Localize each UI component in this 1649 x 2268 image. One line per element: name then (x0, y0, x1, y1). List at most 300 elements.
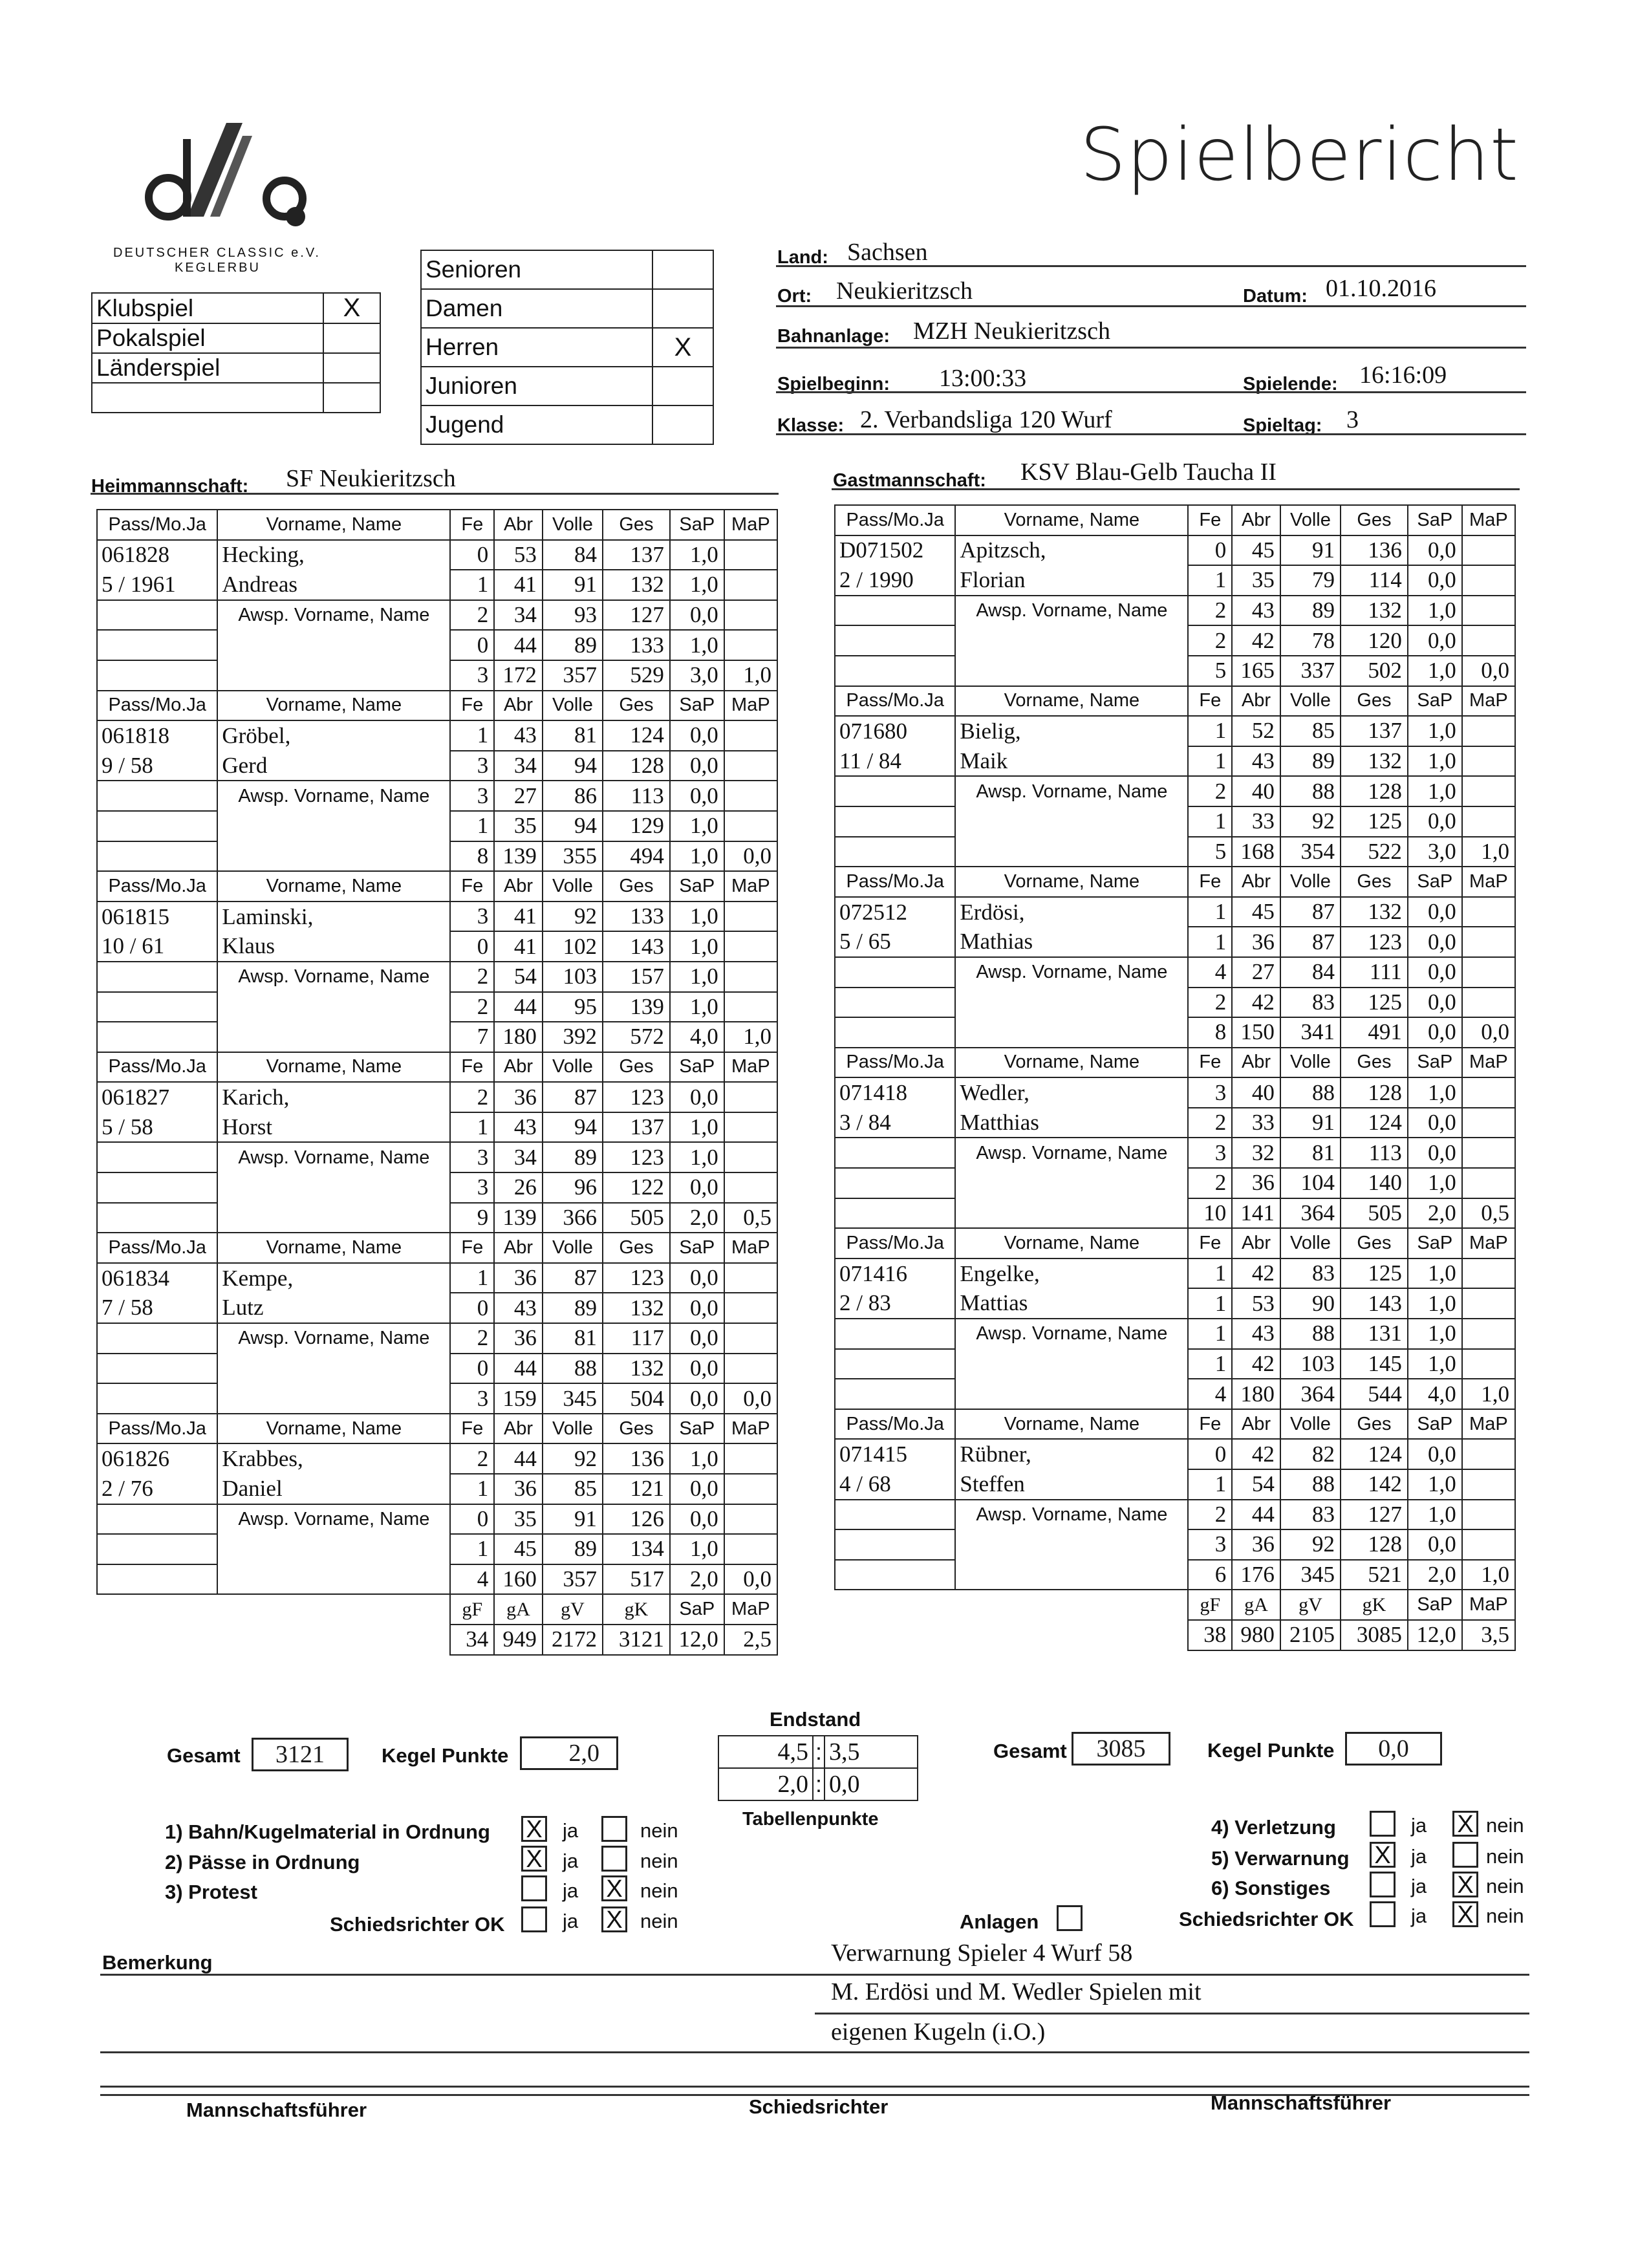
lane-fe-cell[interactable]: 0 (450, 630, 494, 660)
lane-volle-cell[interactable]: 102 (543, 931, 603, 962)
total-map-cell[interactable]: 1,0 (724, 1022, 777, 1052)
lane-sap-cell[interactable]: 1,0 (1408, 776, 1462, 806)
lane-sap-cell[interactable]: 0,0 (670, 1354, 724, 1384)
lane-ges-cell[interactable]: 127 (603, 600, 670, 631)
lane-map-cell[interactable] (1462, 625, 1515, 656)
substitute-name-cell[interactable] (217, 1172, 450, 1203)
lane-ges-cell[interactable]: 129 (603, 811, 670, 841)
lane-volle-cell[interactable]: 83 (1280, 1258, 1341, 1289)
pass-empty-cell[interactable] (97, 781, 217, 811)
total-abr-cell[interactable]: 139 (494, 841, 543, 872)
pass-empty-cell[interactable] (835, 1138, 955, 1168)
lane-fe-cell[interactable]: 2 (450, 1443, 494, 1474)
lane-volle-cell[interactable]: 84 (1280, 957, 1341, 988)
total-map-cell[interactable]: 0,0 (1462, 656, 1515, 686)
guest-kegel-value[interactable]: 0,0 (1345, 1732, 1442, 1766)
lane-abr-cell[interactable]: 41 (494, 931, 543, 962)
total-fe-cell[interactable]: 6 (1188, 1560, 1232, 1590)
player-first-name[interactable]: Lutz (217, 1293, 450, 1323)
tabellen-guest[interactable]: 0,0 (824, 1768, 918, 1800)
lane-abr-cell[interactable]: 41 (494, 902, 543, 932)
lane-abr-cell[interactable]: 54 (494, 962, 543, 992)
guest-team-name[interactable]: KSV Blau-Gelb Taucha II (1020, 459, 1277, 486)
land-value[interactable]: Sachsen (847, 239, 928, 266)
total-map-cell[interactable]: 1,0 (1462, 1560, 1515, 1590)
total-abr-cell[interactable]: 176 (1232, 1560, 1280, 1590)
lane-map-cell[interactable] (724, 1474, 777, 1504)
lane-volle-cell[interactable]: 78 (1280, 625, 1341, 656)
lane-volle-cell[interactable]: 88 (1280, 1077, 1341, 1108)
total-volle-cell[interactable]: 354 (1280, 837, 1341, 867)
check-protest-nein-box[interactable]: X (601, 1875, 627, 1901)
substitute-name-cell[interactable] (217, 630, 450, 660)
lane-abr-cell[interactable]: 34 (494, 1142, 543, 1172)
lane-abr-cell[interactable]: 36 (494, 1323, 543, 1354)
lane-sap-cell[interactable]: 0,0 (1408, 957, 1462, 988)
game-type-mark[interactable] (323, 383, 380, 413)
player-pass-number[interactable]: 061815 (97, 902, 217, 932)
pass-empty-cell[interactable] (835, 1017, 955, 1048)
total-fe-cell[interactable]: 5 (1188, 656, 1232, 686)
pass-empty-cell[interactable] (835, 1560, 955, 1590)
pass-empty-cell[interactable] (97, 841, 217, 872)
lane-fe-cell[interactable]: 3 (1188, 1077, 1232, 1108)
substitute-name-cell[interactable] (217, 1383, 450, 1414)
player-pass-number[interactable]: 061827 (97, 1082, 217, 1112)
pass-empty-cell[interactable] (97, 630, 217, 660)
player-birth-date[interactable]: 4 / 68 (835, 1469, 955, 1500)
lane-abr-cell[interactable]: 33 (1232, 806, 1280, 837)
lane-abr-cell[interactable]: 53 (1232, 1288, 1280, 1319)
lane-fe-cell[interactable]: 1 (1188, 565, 1232, 596)
total-sap-cell[interactable]: 0,0 (670, 1383, 724, 1414)
lane-fe-cell[interactable]: 3 (450, 781, 494, 811)
lane-abr-cell[interactable]: 27 (1232, 957, 1280, 988)
pass-empty-cell[interactable] (835, 1379, 955, 1409)
lane-map-cell[interactable] (1462, 746, 1515, 777)
lane-fe-cell[interactable]: 1 (450, 1112, 494, 1143)
lane-volle-cell[interactable]: 94 (543, 751, 603, 781)
lane-volle-cell[interactable]: 90 (1280, 1288, 1341, 1319)
lane-fe-cell[interactable]: 2 (1188, 776, 1232, 806)
lane-map-cell[interactable] (724, 811, 777, 841)
total-volle-cell[interactable]: 337 (1280, 656, 1341, 686)
player-birth-date[interactable]: 10 / 61 (97, 931, 217, 962)
lane-map-cell[interactable] (1462, 1349, 1515, 1379)
lane-abr-cell[interactable]: 45 (1232, 897, 1280, 927)
total-sap-cell[interactable]: 1,0 (670, 841, 724, 872)
player-pass-number[interactable]: 071418 (835, 1077, 955, 1108)
lane-ges-cell[interactable]: 111 (1341, 957, 1408, 988)
player-first-name[interactable]: Klaus (217, 931, 450, 962)
lane-ges-cell[interactable]: 157 (603, 962, 670, 992)
player-last-name[interactable]: Apitzsch, (955, 535, 1188, 566)
substitute-name-cell[interactable] (955, 1198, 1188, 1229)
lane-sap-cell[interactable]: 1,0 (670, 540, 724, 570)
lane-volle-cell[interactable]: 92 (543, 1443, 603, 1474)
substitute-name-cell[interactable] (955, 1017, 1188, 1048)
total-map-cell[interactable]: 0,0 (724, 841, 777, 872)
lane-volle-cell[interactable]: 81 (543, 1323, 603, 1354)
substitute-name-cell[interactable] (217, 660, 450, 691)
lane-ges-cell[interactable]: 124 (1341, 1439, 1408, 1469)
substitute-name-cell[interactable] (955, 625, 1188, 656)
player-first-name[interactable]: Matthias (955, 1108, 1188, 1138)
lane-volle-cell[interactable]: 89 (1280, 746, 1341, 777)
lane-fe-cell[interactable]: 1 (1188, 927, 1232, 957)
lane-map-cell[interactable] (724, 992, 777, 1022)
lane-sap-cell[interactable]: 0,0 (1408, 988, 1462, 1018)
game-type-mark[interactable] (323, 353, 380, 383)
lane-fe-cell[interactable]: 1 (450, 1263, 494, 1293)
spielbeginn-value[interactable]: 13:00:33 (939, 365, 1027, 392)
total-abr-cell[interactable]: 172 (494, 660, 543, 691)
lane-sap-cell[interactable]: 0,0 (1408, 625, 1462, 656)
total-volle-cell[interactable]: 357 (543, 660, 603, 691)
lane-abr-cell[interactable]: 44 (494, 630, 543, 660)
lane-fe-cell[interactable]: 0 (1188, 535, 1232, 566)
tabellen-home[interactable]: 2,0 (718, 1768, 813, 1800)
lane-fe-cell[interactable]: 1 (1188, 1258, 1232, 1289)
lane-map-cell[interactable] (724, 540, 777, 570)
lane-volle-cell[interactable]: 82 (1280, 1439, 1341, 1469)
summary-value[interactable]: 34 (450, 1625, 494, 1655)
lane-ges-cell[interactable]: 131 (1341, 1319, 1408, 1349)
lane-map-cell[interactable] (724, 931, 777, 962)
total-sap-cell[interactable]: 0,0 (1408, 1017, 1462, 1048)
lane-volle-cell[interactable]: 88 (1280, 1319, 1341, 1349)
total-ges-cell[interactable]: 572 (603, 1022, 670, 1052)
lane-map-cell[interactable] (724, 1534, 777, 1564)
total-abr-cell[interactable]: 139 (494, 1203, 543, 1233)
lane-map-cell[interactable] (724, 630, 777, 660)
lane-ges-cell[interactable]: 132 (1341, 596, 1408, 626)
summary-value[interactable]: 38 (1188, 1620, 1232, 1650)
total-abr-cell[interactable]: 150 (1232, 1017, 1280, 1048)
lane-volle-cell[interactable]: 92 (543, 902, 603, 932)
player-last-name[interactable]: Engelke, (955, 1258, 1188, 1289)
player-last-name[interactable]: Erdösi, (955, 897, 1188, 927)
lane-fe-cell[interactable]: 3 (450, 1172, 494, 1203)
lane-map-cell[interactable] (724, 781, 777, 811)
lane-abr-cell[interactable]: 45 (494, 1534, 543, 1564)
lane-ges-cell[interactable]: 132 (603, 570, 670, 600)
lane-abr-cell[interactable]: 54 (1232, 1469, 1280, 1500)
substitute-name-cell[interactable] (955, 1349, 1188, 1379)
spielende-value[interactable]: 16:16:09 (1359, 362, 1447, 389)
lane-ges-cell[interactable]: 132 (1341, 746, 1408, 777)
summary-value[interactable]: 12,0 (670, 1625, 724, 1655)
lane-ges-cell[interactable]: 142 (1341, 1469, 1408, 1500)
lane-volle-cell[interactable]: 85 (1280, 716, 1341, 746)
lane-fe-cell[interactable]: 0 (450, 1293, 494, 1323)
lane-fe-cell[interactable]: 2 (450, 600, 494, 631)
lane-map-cell[interactable] (1462, 1258, 1515, 1289)
lane-map-cell[interactable] (1462, 927, 1515, 957)
substitute-name-cell[interactable] (217, 1022, 450, 1052)
player-birth-date[interactable]: 5 / 1961 (97, 570, 217, 600)
check-paesse-ja-box[interactable]: X (521, 1846, 547, 1872)
total-ges-cell[interactable]: 521 (1341, 1560, 1408, 1590)
lane-sap-cell[interactable]: 1,0 (670, 1443, 724, 1474)
lane-ges-cell[interactable]: 124 (1341, 1108, 1408, 1138)
lane-volle-cell[interactable]: 89 (543, 1293, 603, 1323)
total-ges-cell[interactable]: 491 (1341, 1017, 1408, 1048)
lane-fe-cell[interactable]: 2 (1188, 1500, 1232, 1530)
lane-sap-cell[interactable]: 0,0 (1408, 1529, 1462, 1560)
lane-map-cell[interactable] (724, 1443, 777, 1474)
total-ges-cell[interactable]: 522 (1341, 837, 1408, 867)
lane-sap-cell[interactable]: 1,0 (1408, 1469, 1462, 1500)
player-birth-date[interactable]: 5 / 58 (97, 1112, 217, 1143)
lane-ges-cell[interactable]: 123 (603, 1082, 670, 1112)
total-fe-cell[interactable]: 8 (1188, 1017, 1232, 1048)
lane-sap-cell[interactable]: 1,0 (1408, 746, 1462, 777)
total-ges-cell[interactable]: 544 (1341, 1379, 1408, 1409)
total-map-cell[interactable]: 0,0 (1462, 1017, 1515, 1048)
lane-fe-cell[interactable]: 0 (450, 1354, 494, 1384)
substitute-name-cell[interactable] (217, 992, 450, 1022)
ort-value[interactable]: Neukieritzsch (836, 277, 973, 305)
lane-abr-cell[interactable]: 44 (494, 1443, 543, 1474)
lane-sap-cell[interactable]: 1,0 (670, 931, 724, 962)
lane-volle-cell[interactable]: 89 (543, 630, 603, 660)
lane-fe-cell[interactable]: 2 (1188, 625, 1232, 656)
player-first-name[interactable]: Andreas (217, 570, 450, 600)
pass-empty-cell[interactable] (97, 1383, 217, 1414)
lane-abr-cell[interactable]: 43 (494, 720, 543, 751)
player-birth-date[interactable]: 3 / 84 (835, 1108, 955, 1138)
lane-sap-cell[interactable]: 1,0 (1408, 1349, 1462, 1379)
lane-fe-cell[interactable]: 1 (1188, 716, 1232, 746)
player-pass-number[interactable]: 071416 (835, 1258, 955, 1289)
lane-abr-cell[interactable]: 35 (494, 1504, 543, 1535)
player-first-name[interactable]: Mattias (955, 1288, 1188, 1319)
pass-empty-cell[interactable] (835, 1319, 955, 1349)
lane-fe-cell[interactable]: 1 (1188, 1288, 1232, 1319)
category-mark[interactable] (652, 289, 713, 328)
lane-ges-cell[interactable]: 113 (1341, 1138, 1408, 1168)
schiri-left-ja-box[interactable] (521, 1906, 547, 1932)
lane-map-cell[interactable] (1462, 1439, 1515, 1469)
lane-sap-cell[interactable]: 1,0 (1408, 596, 1462, 626)
lane-abr-cell[interactable]: 36 (1232, 927, 1280, 957)
bahnanlage-value[interactable]: MZH Neukieritzsch (913, 318, 1110, 345)
lane-ges-cell[interactable]: 123 (1341, 927, 1408, 957)
lane-volle-cell[interactable]: 88 (1280, 776, 1341, 806)
lane-abr-cell[interactable]: 52 (1232, 716, 1280, 746)
total-map-cell[interactable]: 1,0 (1462, 837, 1515, 867)
lane-volle-cell[interactable]: 89 (543, 1142, 603, 1172)
lane-map-cell[interactable] (1462, 565, 1515, 596)
lane-map-cell[interactable] (724, 902, 777, 932)
lane-volle-cell[interactable]: 94 (543, 1112, 603, 1143)
lane-sap-cell[interactable]: 0,0 (670, 751, 724, 781)
total-volle-cell[interactable]: 392 (543, 1022, 603, 1052)
lane-ges-cell[interactable]: 145 (1341, 1349, 1408, 1379)
lane-map-cell[interactable] (1462, 716, 1515, 746)
lane-map-cell[interactable] (1462, 1288, 1515, 1319)
lane-ges-cell[interactable]: 125 (1341, 806, 1408, 837)
lane-volle-cell[interactable]: 93 (543, 600, 603, 631)
player-pass-number[interactable]: 061826 (97, 1443, 217, 1474)
lane-fe-cell[interactable]: 3 (1188, 1138, 1232, 1168)
substitute-name-cell[interactable] (955, 656, 1188, 686)
lane-abr-cell[interactable]: 42 (1232, 1349, 1280, 1379)
lane-volle-cell[interactable]: 92 (1280, 806, 1341, 837)
pass-empty-cell[interactable] (97, 600, 217, 631)
lane-fe-cell[interactable]: 2 (450, 962, 494, 992)
lane-abr-cell[interactable]: 44 (494, 992, 543, 1022)
lane-ges-cell[interactable]: 127 (1341, 1500, 1408, 1530)
lane-ges-cell[interactable]: 132 (603, 1354, 670, 1384)
lane-fe-cell[interactable]: 3 (1188, 1529, 1232, 1560)
lane-map-cell[interactable] (1462, 1108, 1515, 1138)
player-birth-date[interactable]: 2 / 76 (97, 1474, 217, 1504)
schiri-right-ja-box[interactable] (1370, 1901, 1396, 1927)
total-abr-cell[interactable]: 180 (1232, 1379, 1280, 1409)
total-ges-cell[interactable]: 505 (1341, 1198, 1408, 1229)
pass-empty-cell[interactable] (835, 1168, 955, 1198)
lane-abr-cell[interactable]: 27 (494, 781, 543, 811)
lane-volle-cell[interactable]: 94 (543, 811, 603, 841)
lane-abr-cell[interactable]: 35 (494, 811, 543, 841)
lane-abr-cell[interactable]: 42 (1232, 988, 1280, 1018)
lane-sap-cell[interactable]: 1,0 (1408, 1258, 1462, 1289)
player-birth-date[interactable]: 9 / 58 (97, 751, 217, 781)
lane-ges-cell[interactable]: 128 (1341, 1529, 1408, 1560)
total-volle-cell[interactable]: 357 (543, 1564, 603, 1595)
lane-volle-cell[interactable]: 91 (543, 570, 603, 600)
lane-fe-cell[interactable]: 2 (450, 1082, 494, 1112)
pass-empty-cell[interactable] (835, 988, 955, 1018)
lane-abr-cell[interactable]: 43 (494, 1293, 543, 1323)
lane-volle-cell[interactable]: 84 (543, 540, 603, 570)
pass-empty-cell[interactable] (835, 625, 955, 656)
player-first-name[interactable]: Horst (217, 1112, 450, 1143)
check-protest-ja-box[interactable] (521, 1875, 547, 1901)
lane-volle-cell[interactable]: 87 (543, 1082, 603, 1112)
lane-sap-cell[interactable]: 0,0 (670, 1082, 724, 1112)
total-sap-cell[interactable]: 2,0 (670, 1203, 724, 1233)
lane-ges-cell[interactable]: 120 (1341, 625, 1408, 656)
pass-empty-cell[interactable] (97, 1354, 217, 1384)
lane-fe-cell[interactable]: 0 (1188, 1439, 1232, 1469)
lane-ges-cell[interactable]: 128 (1341, 776, 1408, 806)
total-volle-cell[interactable]: 364 (1280, 1379, 1341, 1409)
lane-map-cell[interactable] (1462, 1529, 1515, 1560)
total-map-cell[interactable]: 0,5 (1462, 1198, 1515, 1229)
lane-volle-cell[interactable]: 83 (1280, 1500, 1341, 1530)
lane-sap-cell[interactable]: 0,0 (1408, 1138, 1462, 1168)
total-sap-cell[interactable]: 3,0 (1408, 837, 1462, 867)
check-verwarnung-nein-box[interactable] (1452, 1842, 1478, 1868)
lane-ges-cell[interactable]: 137 (1341, 716, 1408, 746)
lane-abr-cell[interactable]: 43 (1232, 746, 1280, 777)
lane-ges-cell[interactable]: 123 (603, 1142, 670, 1172)
lane-ges-cell[interactable]: 128 (1341, 1077, 1408, 1108)
pass-empty-cell[interactable] (835, 656, 955, 686)
player-birth-date[interactable]: 2 / 83 (835, 1288, 955, 1319)
endstand-guest[interactable]: 3,5 (824, 1736, 918, 1768)
player-first-name[interactable]: Maik (955, 746, 1188, 777)
total-fe-cell[interactable]: 5 (1188, 837, 1232, 867)
total-abr-cell[interactable]: 159 (494, 1383, 543, 1414)
total-ges-cell[interactable]: 494 (603, 841, 670, 872)
player-first-name[interactable]: Steffen (955, 1469, 1188, 1500)
lane-abr-cell[interactable]: 36 (494, 1474, 543, 1504)
lane-map-cell[interactable] (1462, 1500, 1515, 1530)
lane-abr-cell[interactable]: 40 (1232, 776, 1280, 806)
lane-sap-cell[interactable]: 1,0 (1408, 1168, 1462, 1198)
lane-fe-cell[interactable]: 0 (450, 1504, 494, 1535)
category-mark[interactable] (652, 367, 713, 405)
lane-map-cell[interactable] (1462, 957, 1515, 988)
player-birth-date[interactable]: 7 / 58 (97, 1293, 217, 1323)
check-bahn-nein-box[interactable] (601, 1816, 627, 1842)
lane-volle-cell[interactable]: 103 (543, 962, 603, 992)
lane-fe-cell[interactable]: 2 (1188, 988, 1232, 1018)
lane-fe-cell[interactable]: 1 (1188, 1349, 1232, 1379)
lane-fe-cell[interactable]: 2 (450, 992, 494, 1022)
total-fe-cell[interactable]: 3 (450, 660, 494, 691)
lane-fe-cell[interactable]: 1 (1188, 746, 1232, 777)
lane-sap-cell[interactable]: 0,0 (670, 600, 724, 631)
player-first-name[interactable]: Gerd (217, 751, 450, 781)
lane-fe-cell[interactable]: 3 (450, 1142, 494, 1172)
total-sap-cell[interactable]: 2,0 (670, 1564, 724, 1595)
substitute-name-cell[interactable] (955, 1379, 1188, 1409)
lane-ges-cell[interactable]: 123 (603, 1263, 670, 1293)
lane-sap-cell[interactable]: 0,0 (1408, 565, 1462, 596)
total-sap-cell[interactable]: 2,0 (1408, 1560, 1462, 1590)
lane-ges-cell[interactable]: 132 (603, 1293, 670, 1323)
category-mark[interactable]: X (652, 328, 713, 367)
lane-abr-cell[interactable]: 43 (494, 1112, 543, 1143)
lane-map-cell[interactable] (724, 1504, 777, 1535)
lane-map-cell[interactable] (1462, 1469, 1515, 1500)
total-fe-cell[interactable]: 3 (450, 1383, 494, 1414)
lane-sap-cell[interactable]: 0,0 (670, 1504, 724, 1535)
check-verwarnung-ja-box[interactable]: X (1370, 1842, 1396, 1868)
substitute-name-cell[interactable] (217, 1564, 450, 1595)
game-type-mark[interactable] (323, 323, 380, 353)
lane-abr-cell[interactable]: 34 (494, 751, 543, 781)
total-volle-cell[interactable]: 345 (1280, 1560, 1341, 1590)
remark-line[interactable]: M. Erdösi und M. Wedler Spielen mit (831, 1978, 1202, 2005)
substitute-name-cell[interactable] (217, 841, 450, 872)
lane-map-cell[interactable] (724, 1354, 777, 1384)
lane-map-cell[interactable] (1462, 596, 1515, 626)
player-last-name[interactable]: Karich, (217, 1082, 450, 1112)
lane-abr-cell[interactable]: 43 (1232, 1319, 1280, 1349)
lane-volle-cell[interactable]: 91 (543, 1504, 603, 1535)
pass-empty-cell[interactable] (97, 811, 217, 841)
total-sap-cell[interactable]: 1,0 (1408, 656, 1462, 686)
pass-empty-cell[interactable] (97, 992, 217, 1022)
total-map-cell[interactable]: 0,0 (724, 1383, 777, 1414)
total-fe-cell[interactable]: 4 (450, 1564, 494, 1595)
lane-ges-cell[interactable]: 117 (603, 1323, 670, 1354)
pass-empty-cell[interactable] (97, 1323, 217, 1354)
lane-ges-cell[interactable]: 121 (603, 1474, 670, 1504)
pass-empty-cell[interactable] (97, 660, 217, 691)
player-last-name[interactable]: Gröbel, (217, 720, 450, 751)
total-volle-cell[interactable]: 341 (1280, 1017, 1341, 1048)
total-sap-cell[interactable]: 4,0 (670, 1022, 724, 1052)
lane-fe-cell[interactable]: 3 (450, 751, 494, 781)
guest-gesamt-value[interactable]: 3085 (1072, 1732, 1170, 1766)
